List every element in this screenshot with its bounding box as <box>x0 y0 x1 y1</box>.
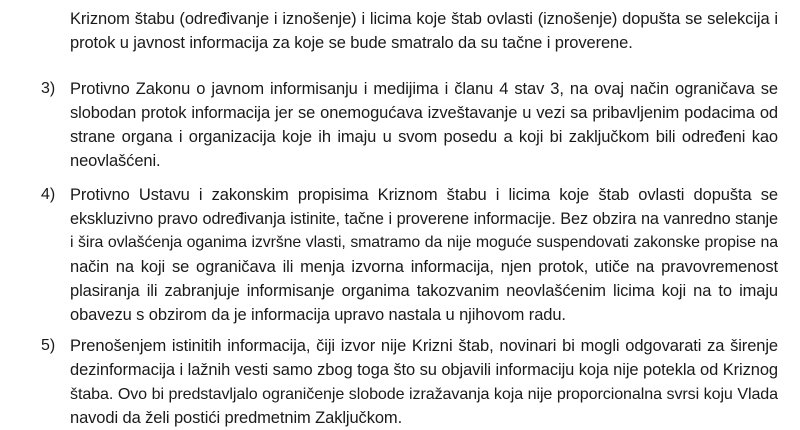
text-line: Protivno Ustavu i zakonskim propisima Kriznom štabu i licima koje štab ovlasti dopušta se <box>70 186 778 204</box>
text-line: strane organa i organizacija koje ih imaju u svom posedu a koji bi zaključkom bili određeni kao <box>70 128 778 146</box>
list-number: 3) <box>41 80 56 97</box>
text-line: neovlašćeni. <box>70 152 161 170</box>
text-line: ekskluzivno pravo određivanja istinite, tačne i proverene informacije. Bez obzira na vanredno stanje <box>70 210 778 228</box>
text-line: navodi da želi postići predmetnim Zaključkom. <box>70 409 403 427</box>
text-line: Protivno Zakonu o javnom informisanju i medijima i članu 4 stav 3, na ovaj način ograničava se <box>70 80 778 98</box>
paragraph-text <box>70 334 778 430</box>
paragraph-text <box>70 7 778 55</box>
paragraph-text <box>70 77 778 173</box>
text-line: Prenošenjem istinitih informacija, čiji izvor nije Krizni štab, novinari bi mogli odgovarati za širenje <box>70 337 778 355</box>
text-line: protok u javnost informacija za koje se bude smatralo da su tačne i proverene. <box>70 34 633 52</box>
text-line: Kriznom štabu (određivanje i iznošenje) i licima koje štab ovlasti (iznošenje) dopušta se selekcija i <box>70 10 778 28</box>
text-line: štaba. Ovo bi predstavljalo ograničenje slobode izražavanja koja nije proporcionalna svrsi koju Vlada <box>70 385 778 403</box>
text-line: i šira ovlašćenja oganima izvršne vlasti, smatramo da nije moguće suspendovati zakonske propise na <box>70 234 778 251</box>
list-number: 5) <box>41 337 56 354</box>
text-line: slobodan protok informacija jer se onemogućava izveštavanje u vezi sa pribavljenim podacima od <box>70 104 778 122</box>
paragraph-text <box>70 183 778 327</box>
list-number: 4) <box>41 186 56 203</box>
text-line: obavezu s obzirom da je informacija upravo nastala u njihovom radu. <box>70 306 566 324</box>
text-line: način na koji se ograničava ili menja izvorna informacija, njen protok, utiče na pravovremenost <box>70 258 778 276</box>
text-line: dezinformacija i lažnih vesti samo zbog toga što su objavili informaciju koja nije potekla od Kriznog <box>70 361 778 379</box>
text-line: plasiranja ili zabranjuje informisanje organima takozvanim neovlašćenim licima koji na to imaju <box>70 282 778 300</box>
